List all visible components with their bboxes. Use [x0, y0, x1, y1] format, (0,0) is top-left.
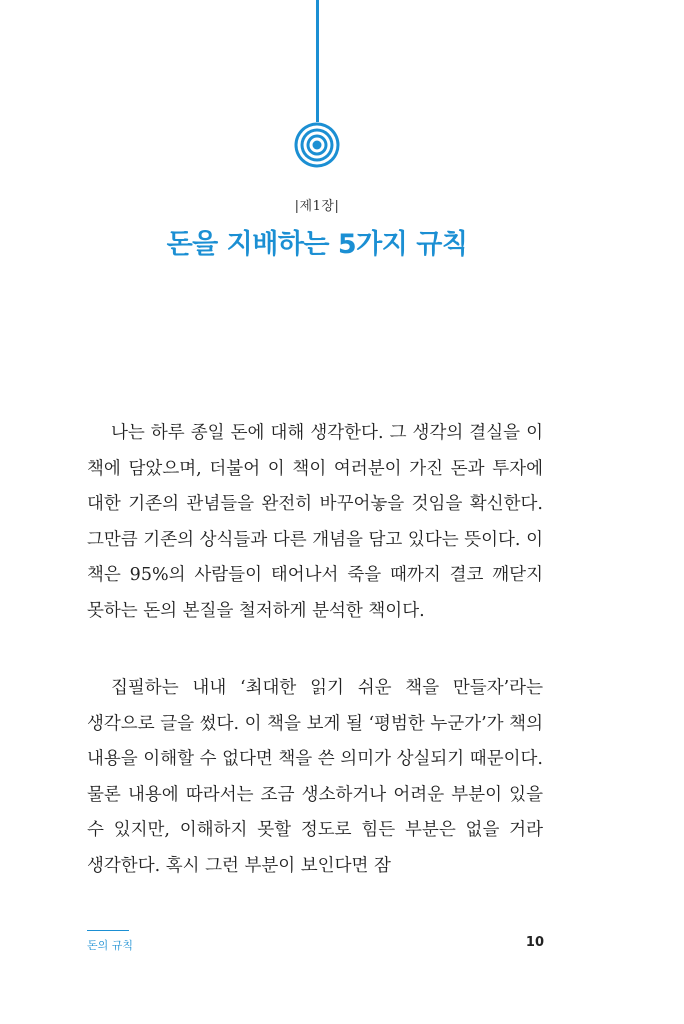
page-number: 10: [525, 935, 544, 950]
running-footer-title: 돈의 규칙: [87, 939, 134, 952]
chapter-title: 돈을 지배하는 5가지 규칙: [166, 229, 468, 260]
body-paragraph: 집필하는 내내 ‘최대한 읽기 쉬운 책을 만들자’라는 생각으로 글을 썼다. 이 책을 보게 될 ‘평범한 누군가’가 책의 내용을 이해할 수 없다면 책을 쓴 의미가 상실되기 때문이다. 물론 내용에 따라서는 조금 생소하거나 어려운 부분이 있을 수 있지만, 이해하지 못할 정도로 힘든 부분은 없을 거라 생각한다. 혹시 그런 부분이 보인다면 잠: [87, 678, 543, 876]
body-paragraph: 나는 하루 종일 돈에 대해 생각한다. 그 생각의 결실을 이 책에 담았으며, 더불어 이 책이 여러분이 가진 돈과 투자에 대한 기존의 관념들을 완전히 바꾸어놓을 것임을 확신한다. 그만큼 기존의 상식들과 다른 개념을 담고 있다는 뜻이다. 이 책은 95%의 사람들이 태어나서 죽을 때까지 결코 깨닫지 못하는 돈의 본질을 철저하게 분석한 책이다.: [87, 423, 543, 621]
hanging-line: [316, 0, 319, 122]
footer-divider: [87, 930, 129, 931]
chapter-label: |제1장|: [294, 199, 340, 214]
target-rings-icon: [293, 121, 341, 169]
